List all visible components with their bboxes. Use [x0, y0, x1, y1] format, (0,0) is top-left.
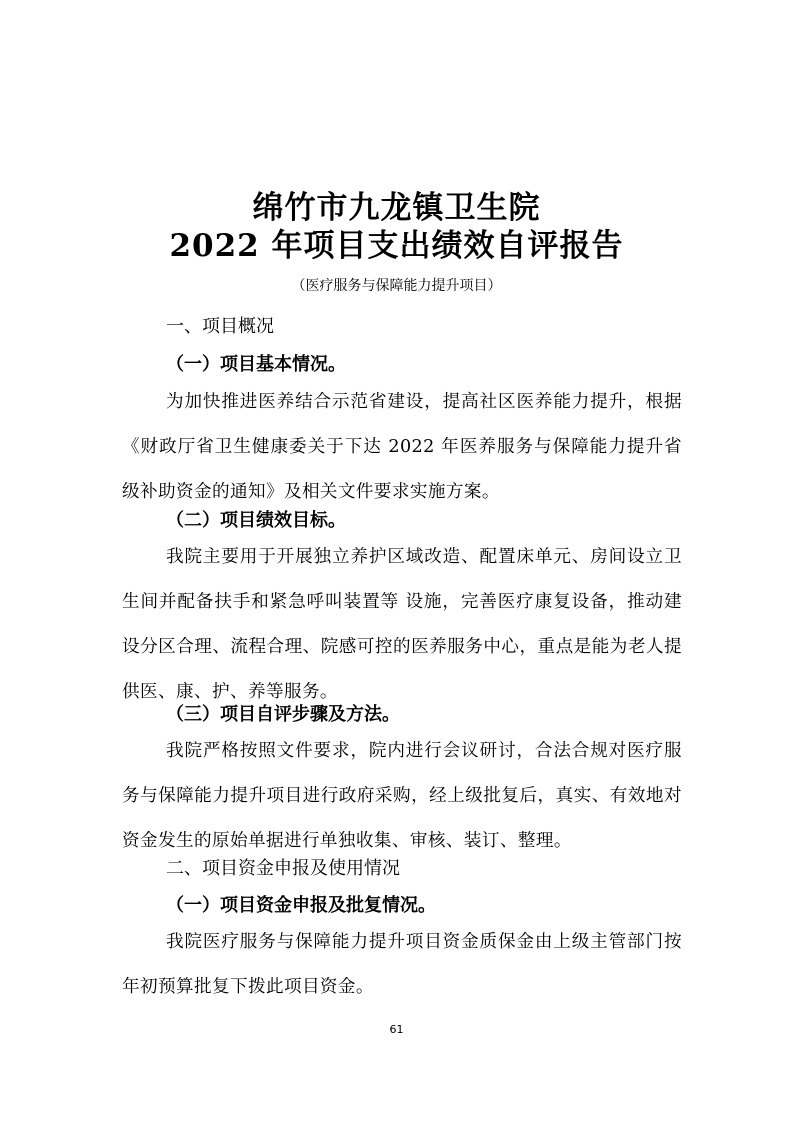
section2-heading: 二、项目资金申报及使用情况 [166, 858, 400, 879]
page-number: 61 [389, 1023, 404, 1036]
section1-sub3-paragraph: 我院严格按照文件要求，院内进行会议研讨，合法合规对医疗服务与保障能力提升项目进行政府采购，经上级批复后，真实、有效地对资金发生的原始单据进行单独收集、审核、装订、整理。 [122, 741, 682, 851]
document-title-line1: 绵竹市九龙镇卫生院 [252, 190, 541, 226]
document-title-line2: 2022 年项目支出绩效自评报告 [169, 228, 624, 264]
section2-sub1-heading: （一）项目资金申报及批复情况。 [166, 895, 436, 916]
section2-sub1-paragraph: 我院医疗服务与保障能力提升项目资金质保金由上级主管部门按年初预算批复下拨此项目资金。 [122, 932, 682, 997]
document-subtitle: （医疗服务与保障能力提升项目） [291, 278, 502, 294]
section1-sub2-paragraph: 我院主要用于开展独立养护区域改造、配置床单元、房间设立卫生间并配备扶手和紧急呼叫装置等 设施，完善医疗康复设备，推动建设分区合理、流程合理、院感可控的医养服务中心，重点是能为老人提供医、康、护、养等服务。 [122, 547, 682, 702]
section1-sub1-paragraph: 为加快推进医养结合示范省建设，提高社区医养能力提升，根据《财政厅省卫生健康委关于下达 2022 年医养服务与保障能力提升省级补助资金的通知》及相关文件要求实施方案。 [122, 392, 682, 502]
section1-sub3-heading: （三）项目自评步骤及方法。 [166, 704, 400, 725]
section1-sub2-heading: （二）项目绩效目标。 [166, 510, 346, 531]
section1-heading: 一、项目概况 [166, 316, 274, 337]
section1-sub1-heading: （一）项目基本情况。 [166, 354, 346, 375]
